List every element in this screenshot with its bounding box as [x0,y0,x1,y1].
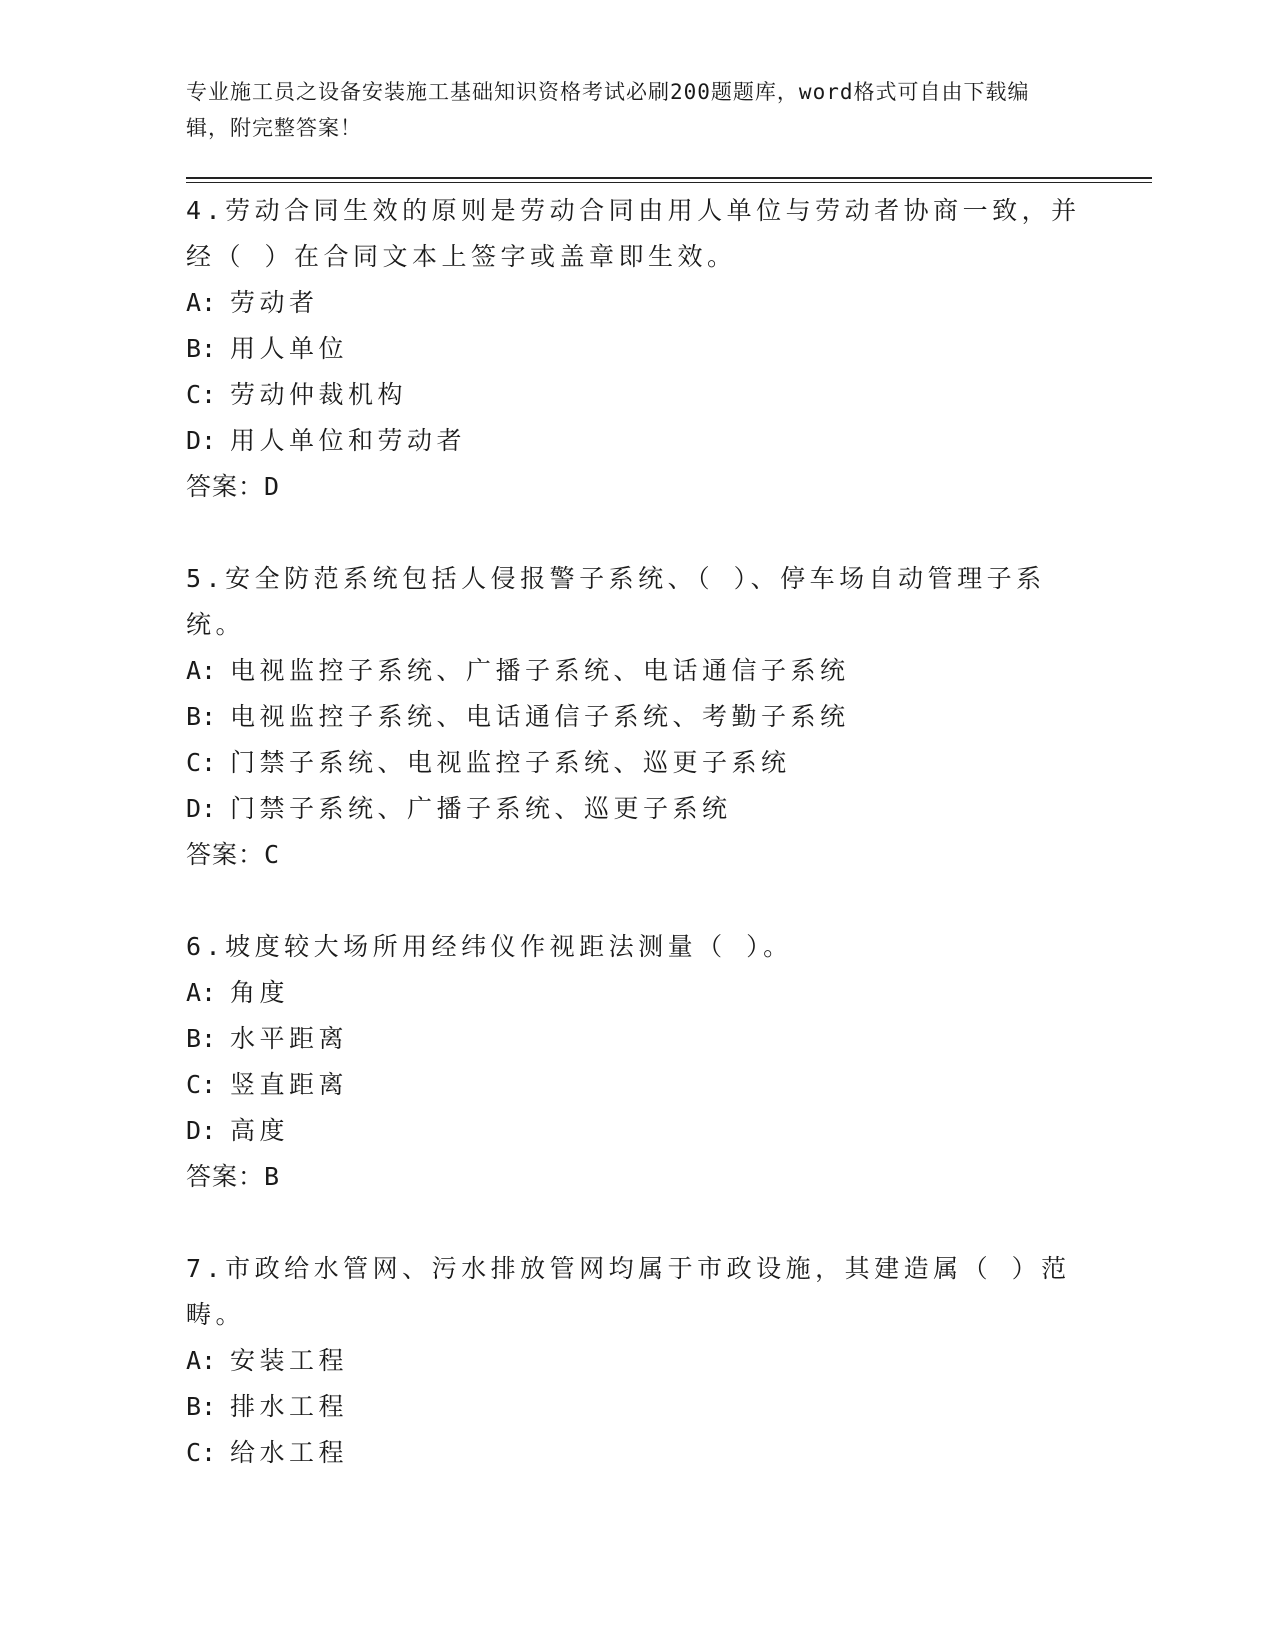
question-4 [186,188,1086,510]
option-c [186,1430,1086,1476]
option-b [186,694,1086,740]
option-c [186,740,1086,786]
option-letter: B: [186,702,217,731]
question-5 [186,556,1086,878]
option-a [186,970,1086,1016]
option-letter: A: [186,288,217,317]
option-letter: A: [186,978,217,1007]
answer-label: 答案： [186,1162,265,1191]
option-letter: C: [186,1438,217,1467]
option-letter: C: [186,1070,217,1099]
option-text: 用人单位 [230,334,349,363]
option-text: 门禁子系统、电视监控子系统、巡更子系统 [230,748,791,777]
answer-line [186,1154,1086,1200]
question-7 [186,1246,1086,1476]
option-text: 高度 [230,1116,290,1145]
option-b [186,1384,1086,1430]
option-c [186,1062,1086,1108]
option-letter: A: [186,1346,217,1375]
question-stem: 5.安全防范系统包括人侵报警子系统、（ ）、停车场自动管理子系统。 [186,564,1046,639]
option-letter: D: [186,794,217,823]
option-d [186,1108,1086,1154]
header-rule-thin [186,182,1152,183]
header-rule-thick [186,177,1152,179]
answer-value: C [264,840,281,869]
question-list [186,188,1086,1522]
option-text: 角度 [230,978,290,1007]
answer-label: 答案： [186,472,265,501]
answer-value: B [264,1162,281,1191]
option-d [186,786,1086,832]
option-text: 门禁子系统、广播子系统、巡更子系统 [230,794,732,823]
answer-line [186,832,1086,878]
answer-label: 答案： [186,840,265,869]
answer-line [186,464,1086,510]
option-d [186,418,1086,464]
option-letter: D: [186,426,217,455]
option-text: 电视监控子系统、电话通信子系统、考勤子系统 [230,702,850,731]
option-text: 安装工程 [230,1346,349,1375]
option-a [186,1338,1086,1384]
option-text: 给水工程 [230,1438,349,1467]
option-a [186,648,1086,694]
question-stem: 7.市政给水管网、污水排放管网均属于市政设施，其建造属（ ）范畴。 [186,1254,1071,1329]
question-stem: 4.劳动合同生效的原则是劳动合同由用人单位与劳动者协商一致，并经（ ）在合同文本上签字或盖章即生效。 [186,196,1081,271]
document-header: 专业施工员之设备安装施工基础知识资格考试必刷200题题库，word格式可自由下载编辑，附完整答案！ [186,80,1030,140]
answer-value: D [264,472,281,501]
option-letter: B: [186,334,217,363]
question-stem: 6.坡度较大场所用经纬仪作视距法测量（ ）。 [186,932,793,961]
option-b [186,1016,1086,1062]
option-text: 排水工程 [230,1392,349,1421]
option-b [186,326,1086,372]
option-a [186,280,1086,326]
option-letter: A: [186,656,217,685]
option-c [186,372,1086,418]
option-letter: C: [186,748,217,777]
option-text: 水平距离 [230,1024,349,1053]
option-text: 电视监控子系统、广播子系统、电话通信子系统 [230,656,850,685]
option-letter: B: [186,1024,217,1053]
option-text: 竖直距离 [230,1070,349,1099]
option-text: 劳动者 [230,288,319,317]
option-letter: C: [186,380,217,409]
option-text: 劳动仲裁机构 [230,380,408,409]
option-text: 用人单位和劳动者 [230,426,467,455]
option-letter: B: [186,1392,217,1421]
option-letter: D: [186,1116,217,1145]
question-6 [186,924,1086,1200]
